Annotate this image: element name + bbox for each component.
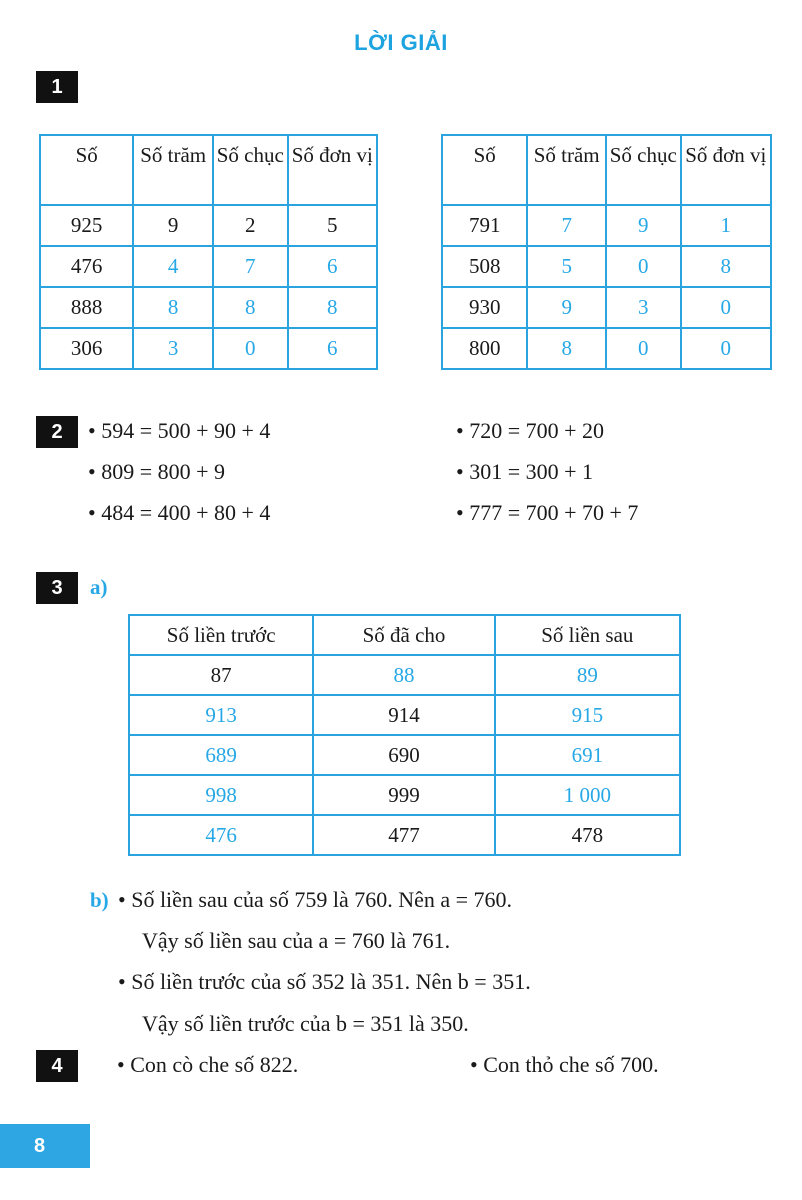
table-cell: 477 — [313, 815, 494, 855]
exercise-2-badge: 2 — [36, 416, 78, 448]
header-cell: Số đã cho — [313, 615, 494, 655]
exercise-3-badge: 3 — [36, 572, 78, 604]
header-cell: Số — [40, 135, 133, 205]
place-value-table-left — [39, 134, 378, 370]
table-cell: 476 — [40, 246, 133, 287]
answer-cell: 0 — [681, 328, 771, 369]
table-cell: 930 — [442, 287, 527, 328]
answer-cell: 915 — [495, 695, 680, 735]
explanation-line: Vậy số liền trước của b = 351 là 350. — [142, 1011, 469, 1036]
neighbor-numbers-table — [128, 614, 681, 856]
answer-cell: 88 — [313, 655, 494, 695]
page-number-tab: 8 — [0, 1124, 90, 1168]
explanation-line: • Số liền sau của số 759 là 760. Nên a = 760. — [118, 887, 513, 912]
answer-cell: 6 — [288, 246, 377, 287]
answer-cell: 7 — [527, 205, 606, 246]
header-cell: Số — [442, 135, 527, 205]
place-value-table-right — [441, 134, 772, 370]
answer-cell: 0 — [606, 246, 681, 287]
answer-cell: 8 — [288, 287, 377, 328]
answer-line: • Con thỏ che số 700. — [470, 1052, 659, 1077]
header-cell: Số liền trước — [129, 615, 313, 655]
expansion-line: • 301 = 300 + 1 — [456, 459, 594, 484]
exercise-4-badge: 4 — [36, 1050, 78, 1082]
table-cell: 791 — [442, 205, 527, 246]
answer-cell: 8 — [681, 246, 771, 287]
table-cell: 999 — [313, 775, 494, 815]
answer-cell: 8 — [213, 287, 288, 328]
table-cell: 690 — [313, 735, 494, 775]
explanation-line: Vậy số liền sau của a = 760 là 761. — [142, 928, 451, 953]
answer-cell: 1 — [681, 205, 771, 246]
table-cell: 914 — [313, 695, 494, 735]
answer-line: • Con cò che số 822. — [117, 1052, 299, 1077]
table-cell: 925 — [40, 205, 133, 246]
table-cell: 87 — [129, 655, 313, 695]
table-cell: 888 — [40, 287, 133, 328]
answer-cell: 3 — [606, 287, 681, 328]
answer-cell: 9 — [527, 287, 606, 328]
header-cell: Số đơn vị — [288, 135, 377, 205]
answer-cell: 3 — [133, 328, 213, 369]
answer-cell: 7 — [213, 246, 288, 287]
explanation-line: • Số liền trước của số 352 là 351. Nên b = 351. — [118, 969, 531, 994]
header-cell: Số đơn vị — [681, 135, 771, 205]
answer-cell: 913 — [129, 695, 313, 735]
table-cell: 9 — [133, 205, 213, 246]
answer-cell: 4 — [133, 246, 213, 287]
expansion-line: • 720 = 700 + 20 — [456, 418, 605, 443]
answer-cell: 8 — [527, 328, 606, 369]
answer-cell: 476 — [129, 815, 313, 855]
header-cell: Số trăm — [133, 135, 213, 205]
page-title: LỜI GIẢI — [354, 30, 448, 55]
answer-cell: 0 — [681, 287, 771, 328]
table-cell: 5 — [288, 205, 377, 246]
header-cell: Số trăm — [527, 135, 606, 205]
answer-cell: 9 — [606, 205, 681, 246]
exercise-1-badge: 1 — [36, 71, 78, 103]
answer-cell: 8 — [133, 287, 213, 328]
header-cell: Số chục — [606, 135, 681, 205]
expansion-line: • 777 = 700 + 70 + 7 — [456, 500, 639, 525]
answer-cell: 89 — [495, 655, 680, 695]
expansion-line: • 484 = 400 + 80 + 4 — [88, 500, 271, 525]
expansion-line: • 594 = 500 + 90 + 4 — [88, 418, 271, 443]
answer-cell: 5 — [527, 246, 606, 287]
table-cell: 800 — [442, 328, 527, 369]
answer-cell: 691 — [495, 735, 680, 775]
expansion-line: • 809 = 800 + 9 — [88, 459, 226, 484]
header-cell: Số liền sau — [495, 615, 680, 655]
answer-cell: 998 — [129, 775, 313, 815]
part-a-label: a) — [90, 575, 108, 599]
answer-cell: 1 000 — [495, 775, 680, 815]
table-cell: 508 — [442, 246, 527, 287]
answer-cell: 6 — [288, 328, 377, 369]
table-cell: 2 — [213, 205, 288, 246]
answer-cell: 689 — [129, 735, 313, 775]
answer-cell: 0 — [213, 328, 288, 369]
header-cell: Số chục — [213, 135, 288, 205]
table-cell: 478 — [495, 815, 680, 855]
table-cell: 306 — [40, 328, 133, 369]
part-b-label: b) — [90, 888, 109, 912]
answer-cell: 0 — [606, 328, 681, 369]
